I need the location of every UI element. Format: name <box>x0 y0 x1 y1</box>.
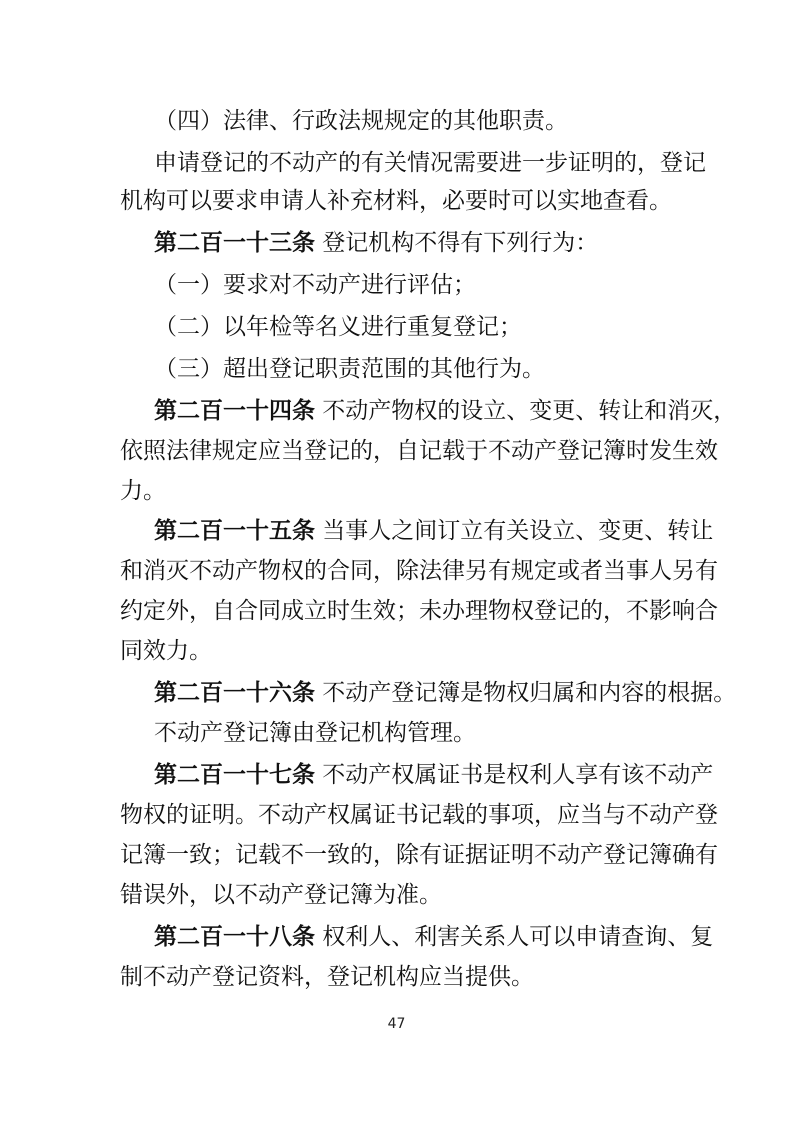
paragraph-line: 记簿一致；记载不一致的，除有证据证明不动产登记簿确有 <box>120 842 718 868</box>
paragraph-line: 机构可以要求申请人补充材料，必要时可以实地查看。 <box>120 188 672 214</box>
article-text: 登记机构不得有下列行为： <box>315 230 599 256</box>
article-text: 不动产物权的设立、变更、转让和消灭， <box>315 398 737 424</box>
paragraph-line: （四）法律、行政法规规定的其他职责。 <box>154 108 568 134</box>
paragraph-line: 申请登记的不动产的有关情况需要进一步证明的，登记 <box>154 150 706 176</box>
paragraph-line: 制不动产登记资料，登记机构应当提供。 <box>120 964 534 990</box>
article-216 <box>154 678 737 708</box>
paragraph-line: 约定外，自合同成立时生效；未办理物权登记的，不影响合 <box>120 598 718 624</box>
paragraph-line: 物权的证明。不动产权属证书记载的事项，应当与不动产登 <box>120 802 718 828</box>
paragraph-line: 和消灭不动产物权的合同，除法律另有规定或者当事人另有 <box>120 558 718 584</box>
article-214 <box>154 396 737 426</box>
article-heading: 第二百一十四条 <box>154 398 315 424</box>
paragraph-line: 同效力。 <box>120 638 212 664</box>
article-heading: 第二百一十三条 <box>154 230 315 256</box>
article-213 <box>154 228 714 258</box>
article-heading: 第二百一十五条 <box>154 518 315 544</box>
article-heading: 第二百一十七条 <box>154 762 315 788</box>
article-heading: 第二百一十八条 <box>154 924 315 950</box>
article-218 <box>154 922 714 952</box>
article-text: 不动产权属证书是权利人享有该不动产 <box>315 762 714 788</box>
page-number: 47 <box>387 1016 406 1032</box>
article-text: 不动产登记簿是物权归属和内容的根据。 <box>315 680 737 706</box>
article-heading: 第二百一十六条 <box>154 680 315 706</box>
paragraph-line: （一）要求对不动产进行评估； <box>154 272 476 298</box>
article-217 <box>154 760 714 790</box>
article-text: 权利人、利害关系人可以申请查询、复 <box>315 924 714 950</box>
paragraph-line: （三）超出登记职责范围的其他行为。 <box>154 356 545 382</box>
paragraph-line: 错误外，以不动产登记簿为准。 <box>120 882 442 908</box>
paragraph-line: 依照法律规定应当登记的，自记载于不动产登记簿时发生效 <box>120 438 718 464</box>
article-215 <box>154 516 714 546</box>
paragraph-line: （二）以年检等名义进行重复登记； <box>154 314 522 340</box>
article-text: 当事人之间订立有关设立、变更、转让 <box>315 518 714 544</box>
paragraph-line: 不动产登记簿由登记机构管理。 <box>154 720 476 746</box>
paragraph-line: 力。 <box>120 478 166 504</box>
